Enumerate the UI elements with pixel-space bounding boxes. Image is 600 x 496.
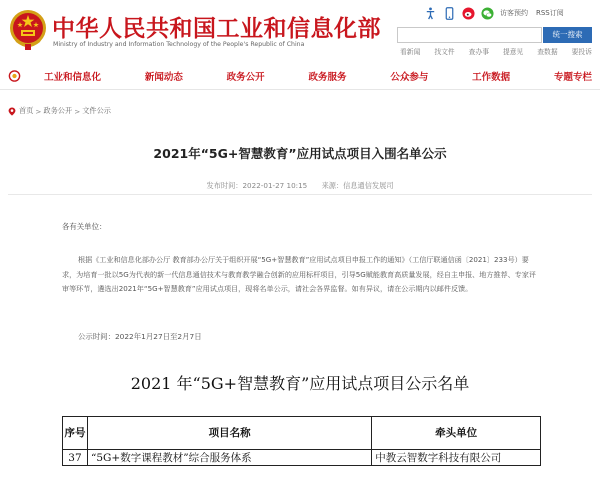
breadcrumb-gov-affairs[interactable]: 政务公开 bbox=[43, 106, 73, 115]
quick-link-complaint[interactable]: 要投诉 bbox=[571, 48, 592, 56]
home-icon[interactable] bbox=[8, 70, 21, 82]
nav-item-special-topics[interactable]: 专题专栏 bbox=[553, 72, 592, 83]
table-row bbox=[63, 450, 541, 466]
national-emblem-icon[interactable] bbox=[8, 8, 48, 52]
site-subtitle: Ministry of Industry and Information Technology of the People's Republic of China bbox=[53, 41, 305, 48]
quick-link-feedback[interactable]: 提意见 bbox=[502, 48, 524, 56]
article-title: 2021年“5G+智慧教育”应用试点项目入围名单公示 bbox=[153, 146, 447, 161]
notice-period: 公示时间：2022年1月27日至2月7日 bbox=[78, 332, 202, 341]
visitor-appointment-link[interactable]: 访客预约 bbox=[500, 9, 528, 17]
search-button[interactable]: 统一搜索 bbox=[543, 27, 592, 43]
breadcrumb-file-notice[interactable]: 文件公示 bbox=[82, 106, 111, 115]
nav-item-work-data[interactable]: 工作数据 bbox=[472, 72, 511, 83]
quick-link-services[interactable]: 查办事 bbox=[468, 48, 490, 56]
quick-link-news[interactable]: 看新闻 bbox=[400, 48, 421, 56]
article-body: 根据《工业和信息化部办公厅 教育部办公厅关于组织开展“5G+智慧教育”应用试点项目申报工作的通知》（工信厅联通信函〔2021〕233号）要求，为培育一批以5G为代表的新一代信息通信技术与教育教学融合创新的应用标杆项目，引导5G赋能教育高质量发展，经自主申报、地方推荐、专家评审等环节，遴选出2021年“5G+智慧教育”应用试点项目，现将名单公示，请社会各界监督。如有异议，请在公示期内以邮件反馈。 bbox=[62, 255, 537, 293]
salutation: 各有关单位： bbox=[62, 222, 107, 231]
rss-link[interactable]: RSS订阅 bbox=[536, 9, 564, 17]
column-header-no: 序号 bbox=[63, 417, 88, 450]
breadcrumb-home[interactable]: 首页 bbox=[19, 106, 34, 115]
weibo-icon[interactable] bbox=[462, 7, 475, 20]
cell-no: 37 bbox=[63, 450, 88, 466]
site-title[interactable]: 中华人民共和国工业和信息化部 bbox=[52, 16, 381, 42]
table-header-row bbox=[63, 417, 541, 450]
article-source: 来源：信息通信发展司 bbox=[321, 181, 394, 190]
nav-items bbox=[44, 62, 592, 90]
project-list-table bbox=[62, 416, 541, 466]
wechat-icon[interactable] bbox=[481, 7, 494, 20]
nav-item-gov-services[interactable]: 政务服务 bbox=[308, 72, 347, 83]
nav-item-gov-affairs[interactable]: 政务公开 bbox=[226, 72, 265, 83]
breadcrumb bbox=[8, 106, 111, 116]
breadcrumb-separator: > bbox=[74, 106, 81, 116]
accessibility-icon[interactable] bbox=[424, 7, 437, 20]
main-nav bbox=[0, 62, 600, 90]
site-header bbox=[0, 0, 600, 62]
column-header-lead-unit: 牵头单位 bbox=[372, 417, 541, 450]
divider bbox=[8, 194, 592, 195]
quick-link-data[interactable]: 查数据 bbox=[537, 48, 558, 56]
nav-item-news[interactable]: 新闻动态 bbox=[144, 72, 183, 83]
mobile-icon[interactable] bbox=[443, 7, 456, 20]
breadcrumb-separator: > bbox=[35, 106, 42, 116]
quick-links bbox=[400, 46, 592, 56]
search-input[interactable] bbox=[397, 27, 542, 43]
cell-lead-unit: 中教云智数字科技有限公司 bbox=[372, 450, 541, 466]
nav-item-public-participation[interactable]: 公众参与 bbox=[390, 72, 429, 83]
cell-project: “5G+数字课程教材”综合服务体系 bbox=[87, 450, 371, 466]
top-toolbar bbox=[424, 6, 572, 20]
list-title: 2021 年“5G+智慧教育”应用试点项目公示名单 bbox=[130, 374, 470, 393]
nav-item-industry-it[interactable]: 工业和信息化 bbox=[44, 72, 102, 83]
column-header-project: 项目名称 bbox=[87, 417, 371, 450]
quick-link-files[interactable]: 找文件 bbox=[434, 48, 455, 56]
article-meta bbox=[0, 181, 600, 191]
publish-time: 发布时间：2022-01-27 10:15 bbox=[206, 181, 308, 190]
location-pin-icon bbox=[8, 107, 16, 116]
